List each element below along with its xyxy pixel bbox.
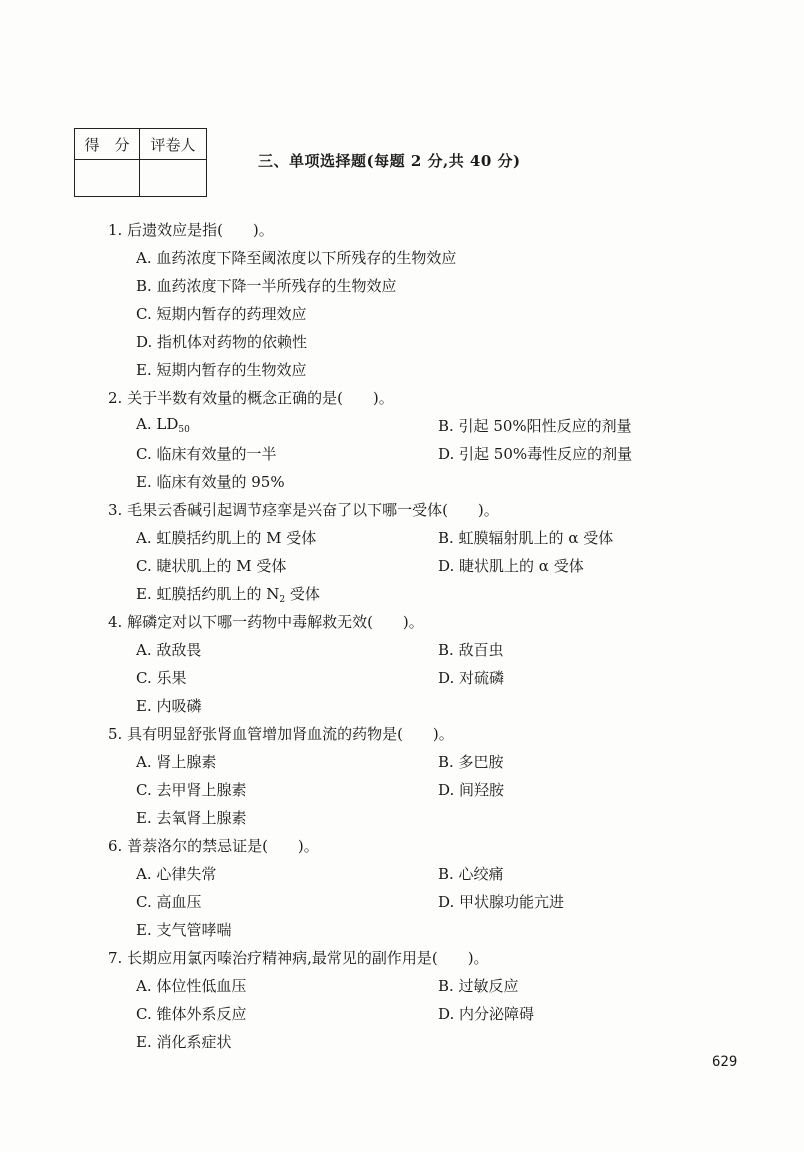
question-6-option-e: E. 支气管哮喘	[136, 921, 232, 939]
question-2-option-b: B. 引起 50%阳性反应的剂量	[438, 417, 632, 435]
question-5-option-d: D. 间羟胺	[438, 781, 505, 799]
question-3-option-a: A. 虹膜括约肌上的 M 受体	[136, 529, 317, 547]
section-title: 三、单项选择题(每题 2 分,共 40 分)	[258, 152, 521, 170]
question-1-option-c: C. 短期内暂存的药理效应	[136, 305, 307, 323]
question-3-option-c: C. 睫状肌上的 M 受体	[136, 557, 287, 575]
question-2-option-a	[136, 415, 190, 435]
grader-label: 评卷人	[140, 129, 207, 160]
question-6-option-b: B. 心绞痛	[438, 865, 504, 883]
question-1-option-d: D. 指机体对药物的依赖性	[136, 333, 308, 351]
question-3-option-e-text: E. 虹膜括约肌上的 N	[136, 585, 280, 603]
question-1-option-b: B. 血药浓度下降一半所残存的生物效应	[136, 277, 397, 295]
question-4-option-e: E. 内吸磷	[136, 697, 202, 715]
question-3-stem: 3. 毛果云香碱引起调节痉挛是兴奋了以下哪一受体( )。	[108, 501, 499, 519]
question-7-option-a: A. 体位性低血压	[136, 977, 247, 995]
question-7-stem: 7. 长期应用氯丙嗪治疗精神病,最常见的副作用是( )。	[108, 949, 489, 967]
question-1-option-a: A. 血药浓度下降至阈浓度以下所残存的生物效应	[136, 249, 457, 267]
question-2-option-c: C. 临床有效量的一半	[136, 445, 277, 463]
question-4-option-a: A. 敌敌畏	[136, 641, 202, 659]
question-5-option-c: C. 去甲肾上腺素	[136, 781, 247, 799]
question-2-option-a-subscript: 50	[178, 425, 190, 435]
question-6-stem: 6. 普萘洛尔的禁忌证是( )。	[108, 837, 319, 855]
question-2-option-a-text: A. LD	[136, 415, 179, 433]
question-5-option-e: E. 去氧肾上腺素	[136, 809, 247, 827]
question-5-option-a: A. 肾上腺素	[136, 753, 217, 771]
question-7-option-b: B. 过敏反应	[438, 977, 519, 995]
page-number: 629	[712, 1054, 738, 1070]
question-6-option-c: C. 高血压	[136, 893, 202, 911]
question-2-stem: 2. 关于半数有效量的概念正确的是( )。	[108, 389, 394, 407]
score-box	[74, 128, 207, 197]
score-cell	[75, 160, 140, 197]
question-7-option-e: E. 消化系症状	[136, 1033, 232, 1051]
question-7-option-c: C. 锥体外系反应	[136, 1005, 247, 1023]
question-3-option-e-suffix: 受体	[285, 585, 320, 603]
question-2-option-d: D. 引起 50%毒性反应的剂量	[438, 445, 633, 463]
question-1-option-e: E. 短期内暂存的生物效应	[136, 361, 307, 379]
question-4-option-d: D. 对硫磷	[438, 669, 505, 687]
question-4-stem: 4. 解磷定对以下哪一药物中毒解救无效( )。	[108, 613, 424, 631]
question-5-option-b: B. 多巴胺	[438, 753, 504, 771]
question-6-option-d: D. 甲状腺功能亢进	[438, 893, 565, 911]
question-7-option-d: D. 内分泌障碍	[438, 1005, 535, 1023]
question-2-option-e: E. 临床有效量的 95%	[136, 473, 285, 491]
question-4-option-c: C. 乐果	[136, 669, 187, 687]
question-3-option-e-subscript: 2	[279, 595, 286, 605]
question-1-stem: 1. 后遗效应是指( )。	[108, 221, 274, 239]
question-3-option-d: D. 睫状肌上的 α 受体	[438, 557, 584, 575]
question-3-option-b: B. 虹膜辐射肌上的 α 受体	[438, 529, 614, 547]
question-6-option-a: A. 心律失常	[136, 865, 217, 883]
question-3-option-e	[136, 583, 320, 605]
question-4-option-b: B. 敌百虫	[438, 641, 504, 659]
score-label: 得 分	[75, 129, 140, 160]
question-5-stem: 5. 具有明显舒张肾血管增加肾血流的药物是( )。	[108, 725, 454, 743]
grader-cell	[140, 160, 207, 197]
